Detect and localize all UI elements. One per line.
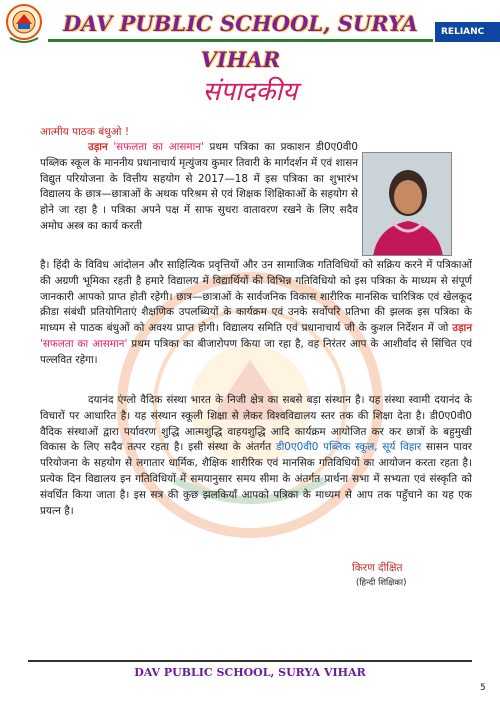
editorial-paragraph-1a [40, 140, 358, 235]
magazine-name-repeat: उड़ान [452, 322, 472, 335]
section-title: संपादकीय [202, 77, 298, 107]
paragraph-1-text-c: प्रथम पत्रिका का बीजारोपण किया जा रहा है, वह निरंतर आप के आशीर्वाद से सिंचित एवं पल्लवित रहेगा। [40, 337, 472, 366]
footer-school-name: DAV PUBLIC SCHOOL, SURYA VIHAR [134, 666, 366, 679]
paragraph-2-text-a: दयानंद एंग्लो वैदिक संस्था भारत के निजी क्षेत्र का सबसे बड़ा संस्थान है। यह संस्था स्वामी दयानंद के विचारों पर आधारित है। यह संस्थान स्कूली शिक्षा से लेकर विश्वविद्यालय स्तर तक की शिक्षा देता है। डी0ए0वी0 वैदिक संस्थाओं द्वारा पर्यावरण शुद्धि आत्मशुद्धि वाहयशुद्धि आदि कार्यक्रम आयोजित कर कर छात्रों के बहुमुखी विकास के लिए सदैव तत्पर रहता है। इसी संस्था के अंतर्गत [40, 394, 472, 454]
editorial-paragraph-1b [40, 258, 472, 369]
magazine-name: उड़ान [88, 141, 108, 153]
paragraph-1-text-b: है। हिंदी के विविध आंदोलन और साहित्यिक प्रवृत्तियों और उन सामाजिक गतिविधियों को सक्रिय करने में पत्रिकाओं की अग्रणी भूमिका रहती है हमारे विद्यालय में विद्यार्थियों की विभिन्न गतिविधियो को इस पत्रिका के माध्यम से संपूर्ण जानकारी आपको प्राप्त होती रहेगी। छात्र—छात्राओं के सार्वजनिक विकास शारीरिक मानसिक चारित्रिक एवं खेलकूद क्रीडा संबंधी प्रतियोगिताएं शैक्षणिक उपलब्धियों के कार्यक्रम एवं उनके सर्वोपरि प्रतिभा की झलक इस पत्रिका के माध्यम से पाठक बंधुओं को अवश्य प्राप्त होगी। विद्यालय समिति एवं प्रधानाचार्य जी के कुशल निर्देशन में जो [40, 259, 472, 335]
author-photo [362, 152, 452, 256]
editorial-paragraph-2 [40, 393, 472, 519]
paragraph-2-text-b: सासन पावर परियोजना के सहयोग से लगातार धार्मिक, शैक्षिक शारीरिक एवं मानसिक गतिविधियों का आयोजन करता रहता है। प्रत्येक दिन विद्यालय इन गतिविधियों में समयानुसार समय सीमा के अंतर्गत प्रार्थना सभा में सभ्यता एवं संस्कृति को संवर्धित किया जाता है। इस सत्र की कुछ झलकियाँ आपको पत्रिका के माध्यम से आप तक पहुँचाने का यह एक प्रयत्न है। [40, 441, 472, 517]
school-name-highlight: डी0ए0वी0 पब्लिक स्कूल, सूर्य विहार [276, 441, 422, 454]
sponsor-logo: RELIANC [435, 22, 500, 42]
footer-divider [28, 660, 472, 662]
magazine-tagline-repeat: 'सफलता का आसमान' [40, 337, 128, 350]
magazine-tagline: 'सफलता का आसमान' [113, 141, 204, 153]
signature-role: (हिन्दी शिक्षिका) [356, 578, 407, 588]
page-header [0, 0, 500, 72]
salutation: आत्मीय पाठक बंधुओ ! [40, 126, 130, 138]
school-logo-icon [4, 2, 44, 46]
page-number: 5 [480, 683, 486, 693]
author-portrait-icon [363, 153, 452, 256]
paragraph-1-text-a: प्रथम पत्रिका का प्रकाशन डी0ए0वी0 पब्लिक स्कूल के माननीय प्रधानाचार्य मृत्युंजय कुमार तिवारी के मार्गदर्शन में एवं शासन विद्युत परियोजना के वित्तीय सहयोग से 2017—18 में इस पत्रिका का शुभारंभ विद्यालय के छात्र—छात्राओं के अथक परिश्रम से एवं शिक्षक शिक्षिकाओं के सहयोग से होने जा रहा है । पत्रिका अपने पक्ष में साफ सुथरा वातावरण रखने के लिए सदैव अमोघ अस्त्र का कार्य करती [40, 141, 358, 232]
header-school-name: DAV PUBLIC SCHOOL, SURYA VIHAR [48, 6, 433, 42]
signature-name: किरण दीक्षित [352, 562, 403, 574]
